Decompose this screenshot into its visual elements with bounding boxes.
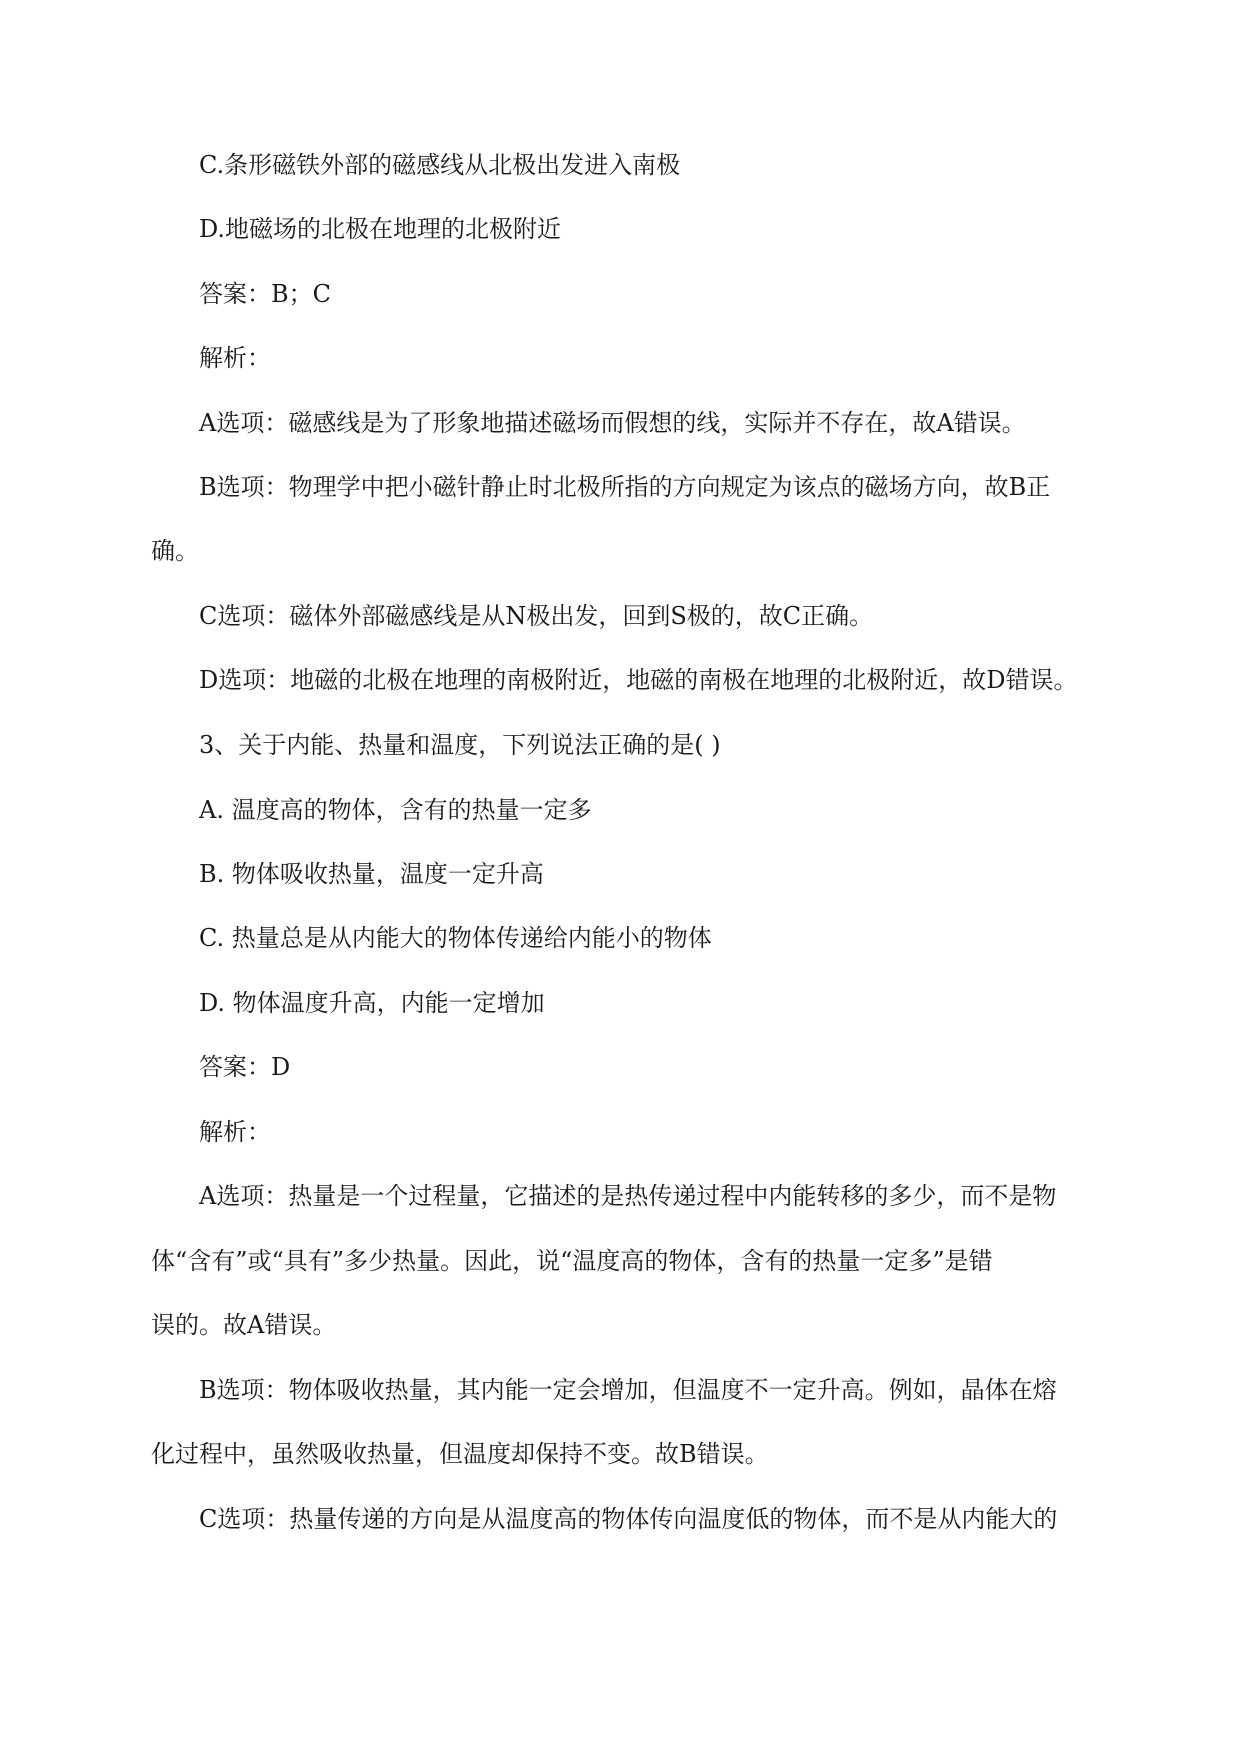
question-3-stem: 3、关于内能、热量和温度，下列说法正确的是( ) (199, 731, 721, 759)
question-3-answer: 答案：D (199, 1053, 291, 1081)
q3-analysis-a-line-2: 体“含有”或“具有”多少热量。因此，说“温度高的物体，含有的热量一定多”是错 (151, 1247, 993, 1275)
q3-analysis-a-line-1: A选项：热量是一个过程量，它描述的是热传递过程中内能转移的多少，而不是物 (199, 1182, 1057, 1210)
option-d-text: D.地磁场的北极在地理的北极附近 (199, 215, 562, 243)
analysis-b-line-2: 确。 (151, 537, 199, 565)
question-3-option-b: B. 物体吸收热量，温度一定升高 (199, 860, 544, 888)
q3-analysis-a-line-3: 误的。故A错误。 (151, 1311, 337, 1339)
analysis-b-line-1: B选项：物理学中把小磁针静止时北极所指的方向规定为该点的磁场方向，故B正 (199, 473, 1051, 501)
question-3-option-a: A. 温度高的物体，含有的热量一定多 (199, 796, 592, 824)
question-3-option-d: D. 物体温度升高，内能一定增加 (199, 989, 545, 1017)
q3-analysis-b-line-1: B选项：物体吸收热量，其内能一定会增加，但温度不一定升高。例如，晶体在熔 (199, 1376, 1057, 1404)
analysis-d: D选项：地磁的北极在地理的南极附近，地磁的南极在地理的北极附近，故D错误。 (199, 666, 1078, 694)
q3-analysis-c-line-1: C选项：热量传递的方向是从温度高的物体传向温度低的物体，而不是从内能大的 (199, 1505, 1058, 1533)
analysis-a: A选项：磁感线是为了形象地描述磁场而假想的线，实际并不存在，故A错误。 (199, 409, 1026, 437)
option-c-text: C.条形磁铁外部的磁感线从北极出发进入南极 (199, 151, 681, 179)
q3-analysis-b-line-2: 化过程中，虽然吸收热量，但温度却保持不变。故B错误。 (151, 1440, 769, 1468)
question-3-analysis-heading: 解析： (199, 1118, 271, 1146)
answer-text: 答案：B；C (199, 280, 331, 308)
analysis-heading: 解析： (199, 344, 271, 372)
question-3-option-c: C. 热量总是从内能大的物体传递给内能小的物体 (199, 924, 712, 952)
analysis-c: C选项：磁体外部磁感线是从N极出发，回到S极的，故C正确。 (199, 602, 874, 630)
